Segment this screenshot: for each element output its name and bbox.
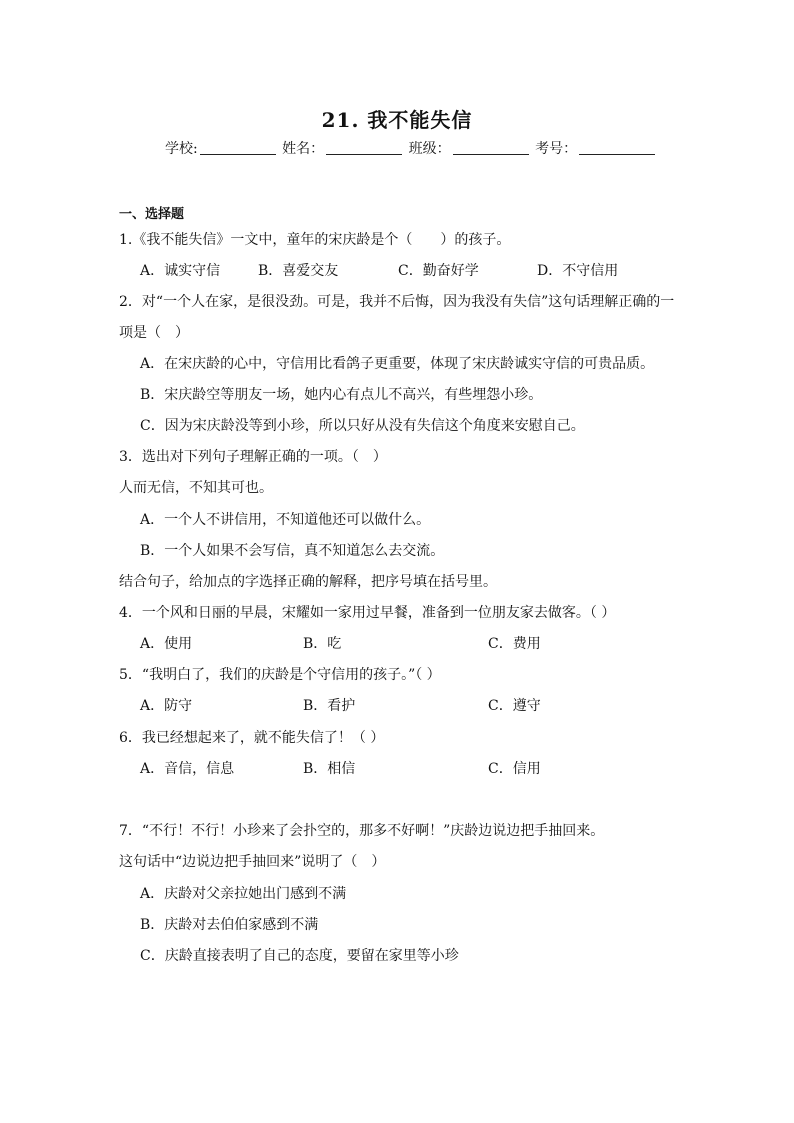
q1-option-c[interactable]: C．勤奋好学 [398, 263, 479, 279]
section-heading: 一、选择题 [119, 207, 185, 222]
name-blank[interactable] [326, 140, 402, 155]
school-blank[interactable] [200, 140, 276, 155]
q5-option-c[interactable]: C．遵守 [488, 698, 541, 714]
q6-option-a[interactable]: A．音信，信息 [140, 761, 235, 777]
q2-option-c[interactable]: C．因为宋庆龄没等到小珍，所以只好从没有失信这个角度来安慰自己。 [140, 418, 585, 434]
q6-option-c[interactable]: C．信用 [488, 761, 541, 777]
question-2-stem-line2: 项是（ ） [119, 325, 189, 341]
question-3-quote: 人而无信，不知其可也。 [119, 480, 273, 496]
q2-option-a[interactable]: A．在宋庆龄的心中，守信用比看鸽子更重要，体现了宋庆龄诚实守信的可贵品质。 [140, 356, 655, 372]
q2-option-b[interactable]: B．宋庆龄空等朋友一场，她内心有点儿不高兴，有些埋怨小珍。 [140, 387, 543, 403]
class-blank[interactable] [453, 140, 529, 155]
question-6-stem: 6．我已经想起来了，就不能失信了！（ ） [119, 730, 385, 746]
q7-option-b[interactable]: B．庆龄对去伯伯家感到不满 [140, 917, 319, 933]
question-7-stem-line1: 7．“不行！不行！小珍来了会扑空的，那多不好啊！”庆龄边说边把手抽回来。 [119, 823, 605, 839]
page-title: 21. 我不能失信 [321, 108, 473, 132]
school-label: 学校: [165, 141, 198, 157]
q4-option-c[interactable]: C．费用 [488, 636, 541, 652]
question-4-stem: 4．一个风和日丽的早晨，宋耀如一家用过早餐，准备到一位朋友家去做客。（ ） [119, 605, 616, 621]
q3-option-a[interactable]: A．一个人不讲信用，不知道他还可以做什么。 [140, 512, 431, 528]
q7-option-a[interactable]: A．庆龄对父亲拉她出门感到不满 [140, 886, 347, 902]
q1-option-d[interactable]: D．不守信用 [537, 263, 619, 279]
q5-option-b[interactable]: B．看护 [303, 698, 356, 714]
q1-option-a[interactable]: A．诚实守信 [140, 263, 221, 279]
question-3-stem: 3．选出对下列句子理解正确的一项。（ ） [119, 449, 387, 465]
q1-option-b[interactable]: B．喜爱交友 [258, 263, 339, 279]
question-1-stem: 1.《我不能失信》一文中，童年的宋庆龄是个（ ）的孩子。 [119, 232, 511, 248]
class-label: 班级： [408, 141, 451, 157]
q4-option-a[interactable]: A．使用 [140, 636, 193, 652]
q6-option-b[interactable]: B．相信 [303, 761, 356, 777]
q4-option-b[interactable]: B．吃 [303, 636, 342, 652]
question-5-stem: 5．“我明白了，我们的庆龄是个守信用的孩子。”（ ） [119, 667, 441, 683]
q3-option-b[interactable]: B．一个人如果不会写信，真不知道怎么去交流。 [140, 543, 445, 559]
q5-option-a[interactable]: A．防守 [140, 698, 193, 714]
exam-no-label: 考号： [535, 141, 578, 157]
exam-no-blank[interactable] [579, 140, 655, 155]
name-label: 姓名： [282, 141, 325, 157]
student-info-line [165, 138, 635, 158]
q7-option-c[interactable]: C．庆龄直接表明了自己的态度，要留在家里等小珍 [140, 948, 459, 964]
question-7-stem-line2: 这句话中“边说边把手抽回来”说明了（ ） [119, 854, 386, 870]
question-2-stem-line1: 2．对“一个人在家，是很没劲。可是，我并不后悔，因为我没有失信”这句话理解正确的一 [119, 294, 675, 310]
instruction-text: 结合句子，给加点的字选择正确的解释，把序号填在括号里。 [119, 574, 497, 590]
